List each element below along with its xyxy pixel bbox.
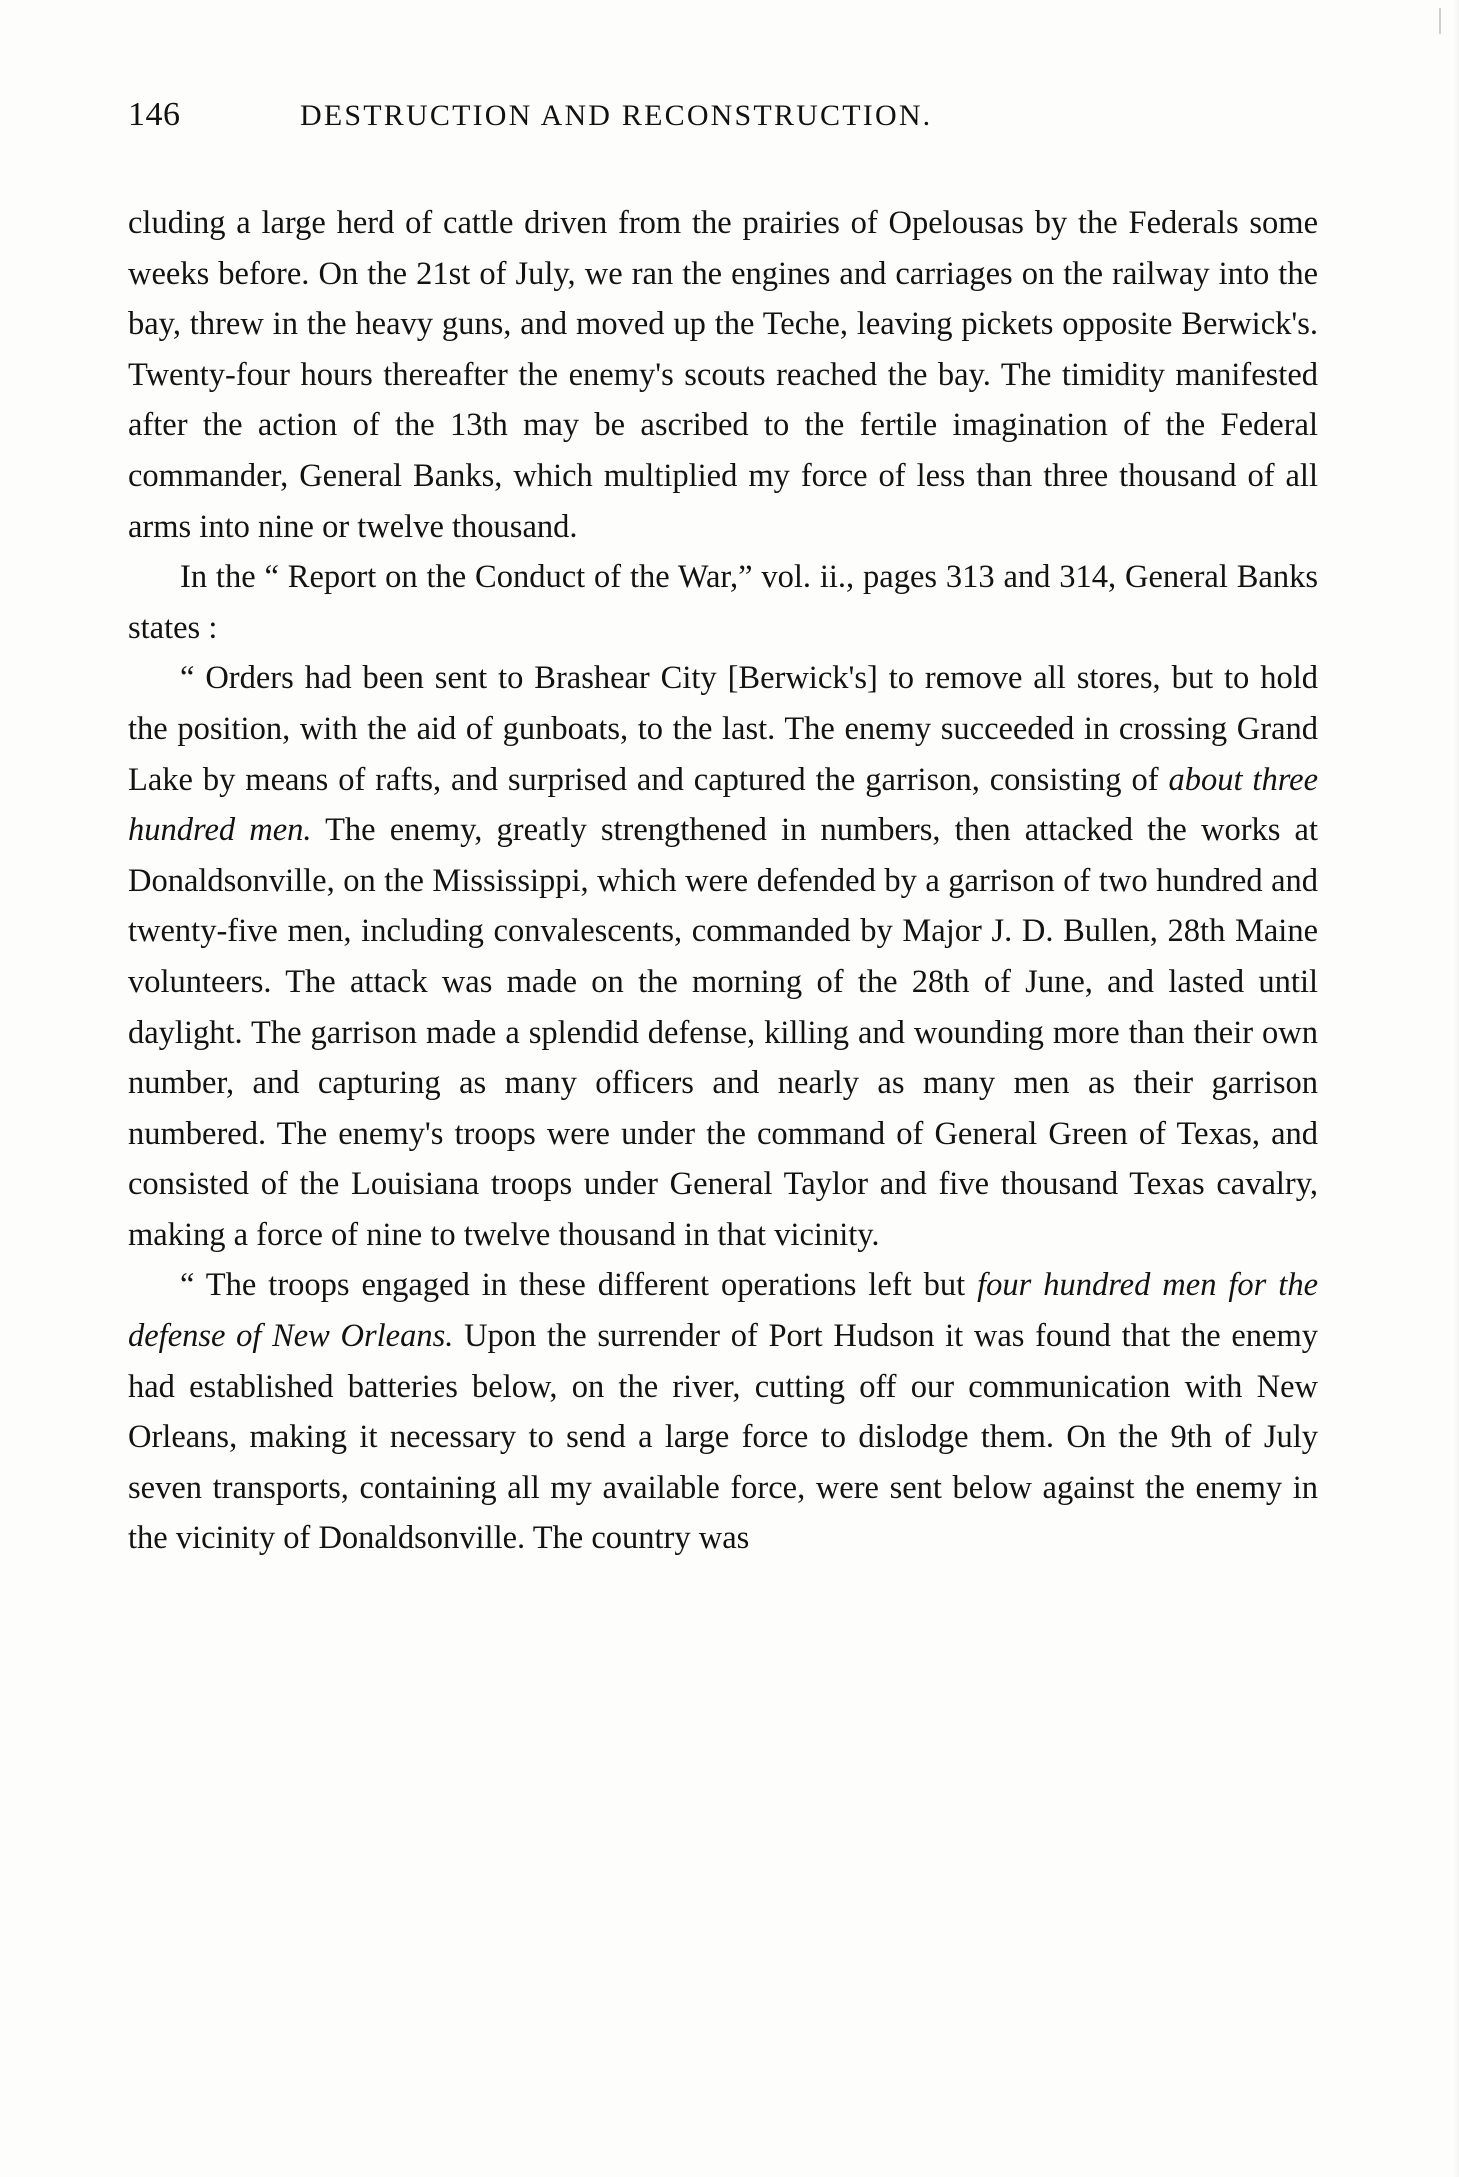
paragraph-4 <box>128 1260 1318 1564</box>
paragraph-3-italic: about three hundred men. <box>128 761 1318 849</box>
body-text <box>128 198 1318 1564</box>
paragraph-3 <box>128 653 1318 1260</box>
paragraph-1: cluding a large herd of cattle driven from the prairies of Opelousas by the Federals some weeks before. On the 21st of July, we ran the engines and carriages on the railway into the bay, threw in the heavy guns, and moved up the Teche, leaving pickets opposite Berwick's. Twenty-four hours thereafter the enemy's scouts reached the bay. The timidity manifested after the action of the 13th may be ascribed to the fertile imagination of the Federal commander, General Banks, which multiplied my force of less than three thousand of all arms into nine or twelve thousand. <box>128 205 1318 545</box>
paragraph-2: In the “ Report on the Conduct of the War,” vol. ii., pages 313 and 314, General Banks states : <box>128 559 1318 646</box>
paragraph-4-italic: four hundred men for the defense of New Orleans. <box>128 1267 1318 1355</box>
paragraph-4-post: Upon the surrender of Port Hudson it was found that the enemy had established batteries below, on the river, cutting off our communication with New Orleans, making it necessary to send a large force to dislodge them. On the 9th of July seven transports, containing all my available force, were sent below against the enemy in the vicinity of Donaldsonville. The country was <box>128 1318 1318 1557</box>
paragraph-3-pre: “ Orders had been sent to Brashear City [Berwick's] to remove all stores, but to hold the position, with the aid of gunboats, to the last. The enemy succeeded in crossing Grand Lake by means of rafts, and surprised and captured the garrison, consisting of <box>128 660 1318 798</box>
paragraph-3-post: The enemy, greatly strengthened in numbers, then attacked the works at Donaldsonville, on the Mississippi, which were defended by a garrison of two hundred and twenty-five men, including convalescents, commanded by Major J. D. Bullen, 28th Maine volunteers. The attack was made on the morning of the 28th of June, and lasted until daylight. The garrison made a splendid defense, killing and wounding more than their own number, and capturing as many officers and nearly as many men as their garrison numbered. The enemy's troops were under the command of General Green of Texas, and consisted of the Louisiana troops under General Taylor and five thousand Texas cavalry, making a force of nine to twelve thousand in that vicinity. <box>128 812 1319 1253</box>
page-number: 146 <box>128 96 181 133</box>
page-content <box>128 96 1318 1564</box>
scan-edge-mark <box>1439 8 1441 34</box>
paragraph-4-pre: “ The troops engaged in these different operations left but <box>180 1267 978 1304</box>
page-header <box>128 96 1318 142</box>
running-head: DESTRUCTION AND RECONSTRUCTION. <box>300 99 933 132</box>
